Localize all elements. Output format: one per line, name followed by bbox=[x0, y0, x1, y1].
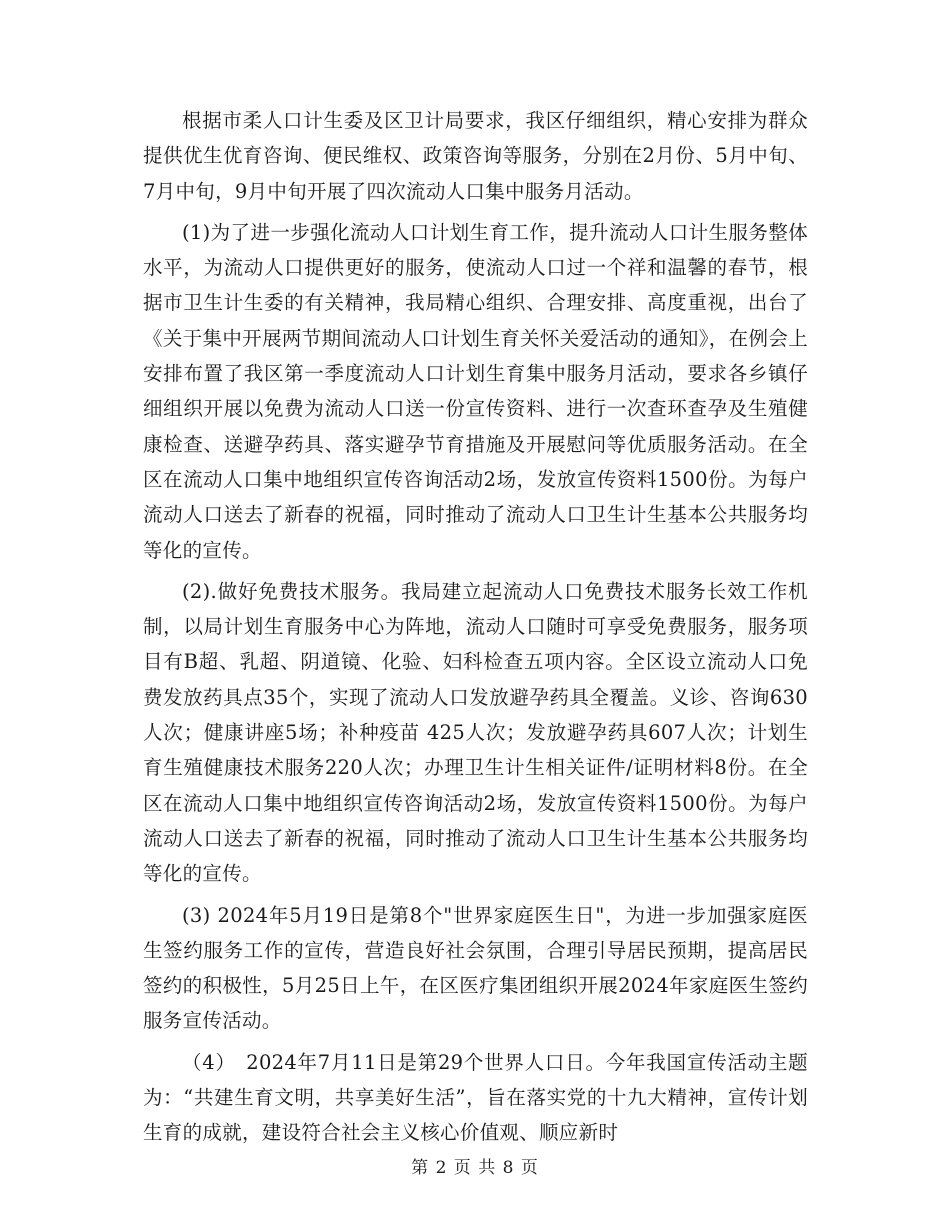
paragraph-item-3: (3) 2024年5月19日是第8个"世界家庭医生日"，为进一步加强家庭医生签约服务工作的宣传，营造良好社会氛围，合理引导居民预期，提高居民签约的积极性，5月25日上午，在区医疗集团组织开展2024年家庭医生签约服务宣传活动。 bbox=[143, 903, 808, 1033]
paragraph-item-2: (2).做好免费技术服务。我局建立起流动人口免费技术服务长效工作机制，以局计划生育服务中心为阵地，流动人口随时可享受免费服务，服务项目有B超、乳超、阴道镜、化验、妇科检查五项内容。全区设立流动人口免费发放药具点35个，实现了流动人口发放避孕药具全覆盖。义诊、咨询630人次；健康讲座5场；补种疫苗 425人次；发放避孕药具607人次；计划生育生殖健康技术服务220人次；办理卫生计生相关证件/证明材料8份。在全区在流动人口集中地组织宣传咨询活动2场，发放宣传资料1500份。为每户流动人口送去了新春的祝福，同时推动了流动人口卫生计生基本公共服务均等化的宣传。 bbox=[143, 579, 808, 886]
page-number-footer: 第 2 页 共 8 页 bbox=[411, 1158, 539, 1178]
paragraph-item-4: （4） 2024年7月11日是第29个世界人口日。今年我国宣传活动主题为：“共建生育文明，共享美好生活”，旨在落实党的十九大精神，宣传计划生育的成就，建设符合社会主义核心价值观、顺应新时 bbox=[143, 1050, 808, 1145]
paragraph-item-1: (1)为了进一步强化流动人口计划生育工作，提升流动人口计生服务整体水平，为流动人口提供更好的服务，使流动人口过一个祥和温馨的春节，根据市卫生计生委的有关精神，我局精心组织、合理安排、高度重视，出台了《关于集中开展两节期间流动人口计划生育关怀关爱活动的通知》，在例会上安排布置了我区第一季度流动人口计划生育集中服务月活动，要求各乡镇仔细组织开展以免费为流动人口送一份宣传资料、进行一次查环查孕及生殖健康检查、送避孕药具、落实避孕节育措施及开展慰问等优质服务活动。在全区在流动人口集中地组织宣传咨询活动2场，发放宣传资料1500份。为每户流动人口送去了新春的祝福，同时推动了流动人口卫生计生基本公共服务均等化的宣传。 bbox=[143, 220, 808, 562]
document-body bbox=[143, 103, 808, 1157]
paragraph-intro: 根据市柔人口计生委及区卫计局要求，我区仔细组织，精心安排为群众提供优生优育咨询、便民维权、政策咨询等服务，分别在2月份、5月中旬、7月中旬，9月中旬开展了四次流动人口集中服务月活动。 bbox=[143, 109, 808, 203]
